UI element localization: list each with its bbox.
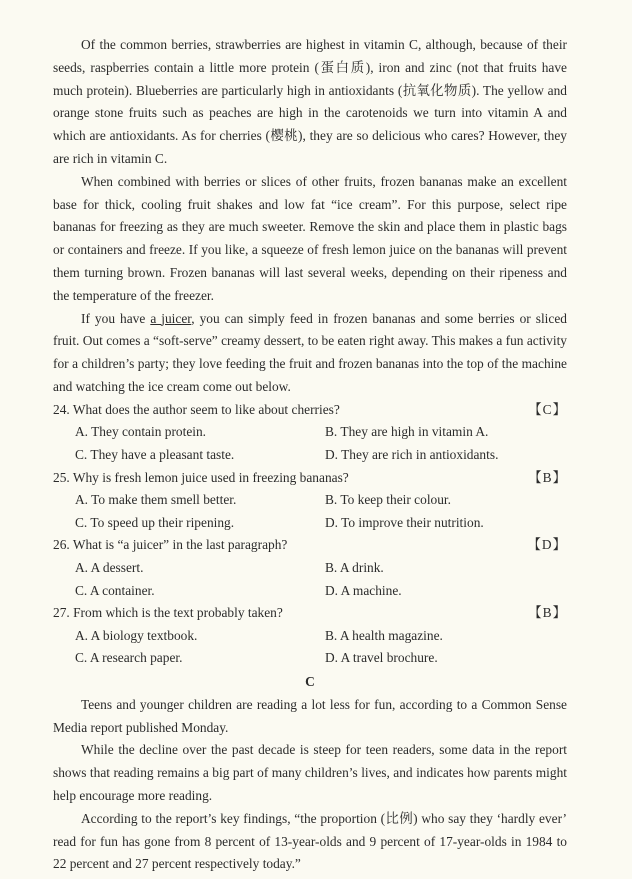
answer-key: 【D】 xyxy=(527,537,567,553)
option-d: D. A machine. xyxy=(325,582,402,598)
option-b: B. They are high in vitamin A. xyxy=(325,424,489,440)
question-stem: 25. Why is fresh lemon juice used in freezing bananas? xyxy=(53,469,349,485)
passage-c-paragraph-3: According to the report’s key findings, “the proportion (比例) who say they ‘hardly ever’ read for fun has gone from 8 percent of 13-year-olds and 9 percent of 17-year-olds in 1984 to 22 percent and 27 percent respectively today.” xyxy=(53,810,567,872)
option-a: A. A dessert. xyxy=(75,559,144,575)
option-a: A. They contain protein. xyxy=(75,424,207,440)
para3-before: If you have xyxy=(81,310,151,326)
question-27 xyxy=(53,602,567,670)
question-26 xyxy=(53,534,567,602)
option-c: C. They have a pleasant taste. xyxy=(75,446,235,462)
answer-key: 【B】 xyxy=(528,605,567,621)
underlined-term: a juicer xyxy=(150,310,192,326)
passage-b-paragraph-2: When combined with berries or slices of other fruits, frozen bananas make an excellent base for thick, cooling fruit shakes and low fat “ice cream”. For this purpose, select ripe bananas for freezing as they are much sweeter. Remove the skin and place them in plastic bags or containers and freeze. If you like, a squeeze of fresh lemon juice on the bananas will prevent them turning brown. Frozen bananas will last several weeks, depending on their ripeness and the temperature of the freezer. xyxy=(53,173,567,303)
option-d: D. A travel brochure. xyxy=(325,650,438,666)
option-d: D. To improve their nutrition. xyxy=(325,514,484,530)
passage-b-paragraph-1: Of the common berries, strawberries are highest in vitamin C, although, because of their seeds, raspberries contain a little more protein (蛋白质), iron and zinc (not that fruits have much protein). Blueberries are particularly high in antioxidants (抗氧化物质). The yellow and orange stone fruits such as peaches are high in the carotenoids we turn into vitamin A and which are antioxidants. As for cherries (樱桃), they are so delicious who cares? However, they are rich in vitamin C. xyxy=(53,37,567,166)
passage-b-paragraph-3 xyxy=(53,308,567,399)
option-b: B. A health magazine. xyxy=(325,627,443,643)
option-c: C. To speed up their ripening. xyxy=(75,514,235,530)
option-c: C. A container. xyxy=(75,582,155,598)
question-stem: 24. What does the author seem to like about cherries? xyxy=(53,401,340,417)
option-a: A. A biology textbook. xyxy=(75,627,198,643)
question-25 xyxy=(53,467,567,535)
option-c: C. A research paper. xyxy=(75,650,183,666)
answer-key: 【B】 xyxy=(528,469,567,485)
option-b: B. A drink. xyxy=(325,559,384,575)
question-stem: 27. From which is the text probably taken? xyxy=(53,605,283,621)
section-heading: C xyxy=(305,673,315,689)
answer-key: 【C】 xyxy=(528,401,567,417)
option-d: D. They are rich in antioxidants. xyxy=(325,446,499,462)
question-stem: 26. What is “a juicer” in the last paragraph? xyxy=(53,537,288,553)
option-a: A. To make them smell better. xyxy=(75,492,237,508)
para3-after: , you can simply feed in frozen bananas and some berries or sliced fruit. Out comes a “soft-serve” creamy dessert, to be eaten right away. This makes a fun activity for a children’s party; they love feeding the fruit and frozen bananas into the top of the machine and watching the ice cream come out below. xyxy=(53,310,567,394)
passage-c-paragraph-1: Teens and younger children are reading a lot less for fun, according to a Common Sense Media report published Monday. xyxy=(53,696,567,735)
question-24 xyxy=(53,399,567,467)
option-b: B. To keep their colour. xyxy=(325,492,452,508)
passage-c-paragraph-2: While the decline over the past decade is steep for teen readers, some data in the report shows that reading remains a big part of many children’s lives, and indicates how parents might help encourage more reading. xyxy=(53,742,567,804)
exam-page xyxy=(53,34,567,876)
